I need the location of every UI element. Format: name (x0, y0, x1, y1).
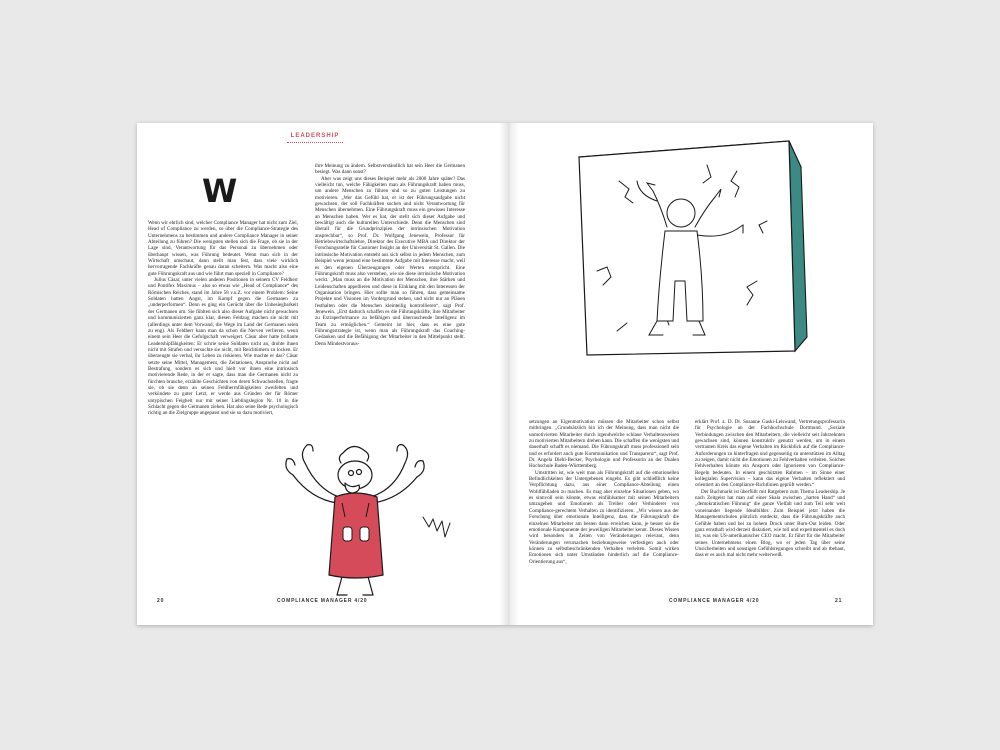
left-footer-title: COMPLIANCE MANAGER 4/20 (277, 598, 368, 604)
right-page-number: 21 (835, 598, 843, 604)
paragraph: Wenn wir ehrlich sind, welcher Compliance Manager hat nicht zum Ziel, Head of Compliance zu werden, so über die Compliance-Strategie des Unternehmens zu bestimmen und andere Compliance Manager in seiner Abteilung zu führen? Die wenigsten stellen sich die Frage, ob sie in der Lage sind, Verantwortung für das Personal zu übernehmen oder überhaupt wissen, was Führung bedeutet. Wenn man sich in der Wirtschaft umschaut, dann stellt man fest, dass viele wirklich hervorragende Fachkräfte genau daran scheitern. Was macht also eine gute Führungskraft aus und wie führt man speziell in Compliance? (148, 220, 298, 277)
wall-breaking-illustration (557, 131, 817, 411)
magazine-spread (137, 123, 873, 625)
left-column-2 (315, 163, 465, 441)
right-footer-title: COMPLIANCE MANAGER 4/20 (669, 598, 760, 604)
paragraph: Aber was zeigt uns dieses Beispiel mehr als 2000 Jahre später? Das vielleicht tun, welche Fähigkeiten man als Führungskraft haben muss, um andere Menschen zu führen und so zu guten Leistungen zu motivieren. „Wer das Gefühl hat, er ist der Führungsaufgabe nicht gewachsen, der soll Fachkräften suchen und nicht Verantwortung für Menschen übernehmen. Eine Führungskraft muss ein gewisses Interesse an Menschen haben. Wer es hat, der stellt sich dieser Aufgabe und bewältigt auch die kulturellen Unterschiede. Denn die Menschen sind überall für die Grundprinzipien der intrinsischen Motivation ansprechbar“, so Prof. Dr. Wolfgang Jenewein, Professor für Betriebswirtschaftslehre, Direktor des Executive MBA und Direktor der Forschungsstelle für Customer Insight an der Universität St. Gallen. Die intrinsische Motivation entsteht aus sich selbst in jedem Menschen, zum Beispiel wenn jemand eine bestimmte Aufgabe mit Interesse macht, weil es den eigenen Überzeugungen oder Werten entspricht. Eine Führungskraft muss also verstehen, wie sie diese intrinsische Motivation weckt. „Man muss an die Motivation der Menschen, ihre Stärken und Leidenschaften appellieren und diese in Einklang mit den Interessen der Organisation bringen. Hier sollte man so führen, dass gemeinsame Projekte und Visionen im Vordergrund stehen, und nicht nur an Plänen festhalten oder die Menschen kleinteilig kontrollieren“, sagt Prof. Jenewein. „Erst dadurch schaffen es die Führungskräfte, ihre Mitarbeiter zu Extraperformance zu befähigen und überraschende Intelligenz im Team zu ermöglichen.“ Gemeint ist hier, dass es eine gute Führungsstrategie ist, wenn man als Führungskraft das Coaching-Gedanken und die Befähigung der Mitarbeiter in den Mittelpunkt stellt. Denn Mindestvoraus- (315, 175, 465, 347)
right-column-1 (529, 419, 679, 594)
left-page (137, 123, 507, 625)
section-label: LEADERSHIP (290, 133, 340, 139)
section-rule (287, 142, 343, 143)
paragraph: setzungen an Eigenmotivation müssen die Mitarbeiter schon selbst mitbringen. „Grundsätzlich bin ich der Meinung, dass man nicht die unmotivierten Mitarbeiter durch irgendwelche schlaue Verhaltensweisen zu motivierten Mitarbeitern drehen kann. Die schaffen die wenigsten und dauerhaft schafft es niemand. Die Führungskraft muss professionell sein und es erfordert auch gute Kommunikation und Transparenz“, sagt Prof. Dr. Angela Diehl-Becker, Psychologin und Professorin an der Dualen Hochschule Baden-Württemberg. (529, 419, 679, 470)
right-column-2 (695, 419, 845, 594)
cheering-character-illustration (247, 423, 467, 601)
paragraph: Julius Cäsar, unter vielen anderen Positionen in seinem CV Feldherr und Pontifex Maximus – also so etwas wie „Head of Compliance“ des Römischen Reiches, stand im Jahre 58 v.u.Z. vor einem Problem: Seine Soldaten hatten Angst, im Kampf gegen die Germanen zu „underperformen“. Denn es ging ein Gerücht über die Unbesiegbarkeit der Germanen um. Sie fühlten sich also dieser Aufgabe nicht gewachsen und kommunizierten ganz klar, diesen Feldzug machen sie nicht mit (allerdings unter dem Vorwand, die Wege im Land der Germanen seien zu eng). Als Feldherr kann man da schon die Nerven verlieren, wenn einem sein Heer die Gefolgschaft verweigert. Cäsar aber hatte brillante Leadershipfähigkeiten: Er schrie seine Soldaten nicht an, drohte ihnen nicht mit Strafen und versuchte sie nicht, mit Reichtümern zu locken. Er überzeugte sie verbal, ihr Leben zu riskieren. Wie machte er das? Cäsar setzte seine Mittel, Management, die Zeitationen, Ansprache nicht auf Bestrafung, sondern es sich und hielt vor ihnen eine intrinsisch motivierende Rede, in der er sagte, dass man die Germanen nicht zu fürchten brauche, erzählte Geschichten von deren Schwachstellen, fragte sie, ob sie denn an seinen Feldherrnfähigkeiten zweifelten und verkündete zu guter Letzt, er werde aus Gründen der für Römer untypischen Feigheit nur mit seiner Lieblingslegion Nr. 10 in die Schlacht gegen die Germanen ziehen. Hat also seine Rede psychologisch richtig an die Zielgruppe angepasst und sie so dazu motiviert, (148, 277, 298, 417)
left-page-number: 20 (157, 598, 165, 604)
paragraph: Der Buchmarkt ist überfüllt mit Ratgebern zum Thema Leadership. Je nach Zeitgeist hat man auf einer Skala zwischen „harten Hand“ und „demokratischen Führung“ die ganze Vielfalt und zum Teil sehr weit voneinander liegende Idealbilder. Zum Beispiel jetzt haben die Managementschulen plötzlich entdeckt, dass die Führungskräfte auch Gefühle haben und bei zu hohem Druck unter Burn-Out leiden. Oder ganz ernsthaft wird derzeit diskutiert, wie toll und experimentell es doch ist, was ein US-amerikanischer CEO macht. Er führt für die Mitarbeiter seines Unternehmens einen Blog, wo er jeden Tag über seine Unsicherheiten und sonstigen Gefühlsregungen schreibt und ab tbehaut, dass er es auch mal nicht mehr weiterweiß. (695, 488, 845, 559)
paragraph: erklärt Prof. a. D. Dr. Susanne Gaski-Leiswand, Vertretungsprofessorin für Psychologie an der Fachhochschule Dortmund. „Soziale Verbindungen zwischen den Mitarbeitern, die vielleicht seit Jahrzehnten gewachsen sind, können konstruktiv genutzt werden, um in einem vertrauten Kreis das eigene Verhalten im Rückblick auf die Compliance-Anforderungen zu hinterfragen und gegenseitig zu unterstützen im Alltag zu zeigen, damit nicht die Emotionen zu Fehlverhalten verleiten. Solches Fehlverhalten könnte ein Ansporn oder Ignorieren von Compliance-Regeln bedeuten. In einem geschützten Rahmen – im Sinne einer kollegialen Supervision – kann das eigene Verhalten reflektiert und orientiert an den Compliance-Richtlinien geprüft werden.“ (695, 419, 845, 489)
drop-cap: W (202, 172, 238, 210)
paragraph: Umstritten ist, wie weit man als Führungskraft auf die emotionellen Befindlichkeiten der Untergebenen eingeht. Es gibt schließlich keine Verpflichtung dazu, aus einer Compliance-Abteilung einen Wohlfühlladen zu machen. Es mag aber einzelne Situationen geben, wo es sinnvoll sein könnte, etwas einfühlsamer mit seinen Mitarbeitern umzugehen und Emotionen als Treiber oder Verhinderer von Compliance-gerechtem Verhalten zu identifizieren. „Wir wissen aus der Forschung über emotionale Intelligenz, dass die Führungskraft die einzelnen Mitarbeiter am besten dann erreichen kann, je besser sie die emotionale Komponente der jeweiligen Mitarbeiter kennt. Dieses Wissen wird besonders in Zeiten von Veränderungen relevant, denn Veränderungen verursachen beziehungsweise verfestigen auch oder können zu selbstbeschränkenden Verhalten verleiten. Somit wirken Emotionen sich unter Umständen hinderlich auf die Compliance-Orientierung aus“, (529, 469, 679, 565)
right-page (507, 123, 873, 625)
paragraph: ihre Meinung zu ändern. Selbstverständlich hat sein Heer die Germanen besiegt. Was dann sonst? (315, 163, 465, 176)
